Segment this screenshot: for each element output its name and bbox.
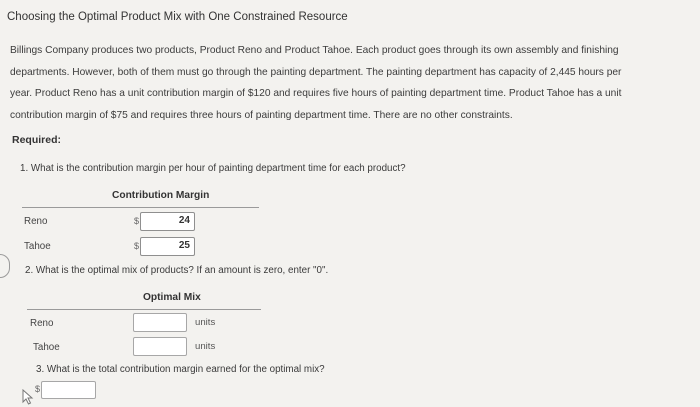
problem-line: year. Product Reno has a unit contribution margin of $120 and requires five hours of painting department time. Product Tahoe has a unit — [10, 88, 622, 99]
question-2: 2. What is the optimal mix of products? If an amount is zero, enter "0". — [25, 265, 329, 276]
contribution-margin-header: Contribution Margin — [112, 190, 210, 201]
tahoe-optimal-units-input[interactable] — [133, 337, 187, 356]
pointer-cursor-icon — [22, 389, 34, 405]
problem-line: contribution margin of $75 and requires three hours of painting department time. There are no other constraints. — [10, 109, 513, 121]
row-label-tahoe: Tahoe — [33, 342, 60, 353]
units-label: units — [195, 317, 216, 328]
problem-description — [10, 40, 692, 126]
tahoe-cm-per-hour-input[interactable]: 25 — [140, 237, 195, 256]
reno-optimal-units-input[interactable] — [133, 313, 187, 332]
question-3: 3. What is the total contribution margin earned for the optimal mix? — [36, 364, 325, 375]
reno-cm-per-hour-input[interactable]: 24 — [140, 212, 195, 231]
question-1: 1. What is the contribution margin per hour of painting department time for each product? — [20, 163, 406, 174]
row-label-reno: Reno — [30, 318, 54, 329]
problem-line: Billings Company produces two products, Product Reno and Product Tahoe. Each product goes through its own assembly and finishing — [10, 45, 619, 56]
currency-symbol: $ — [35, 384, 41, 394]
total-contribution-margin-input[interactable] — [41, 381, 96, 399]
optimal-mix-header: Optimal Mix — [143, 292, 201, 303]
required-heading: Required: — [12, 134, 62, 146]
units-label: units — [195, 341, 216, 352]
row-label-tahoe: Tahoe — [24, 241, 51, 252]
page-title: Choosing the Optimal Product Mix with One Constrained Resource — [7, 11, 348, 23]
collapse-tab-icon[interactable] — [0, 254, 10, 278]
problem-line: departments. However, both of them must go through the painting department. The painting department has capacity of 2,445 hours per — [10, 66, 622, 78]
currency-symbol: $ — [134, 241, 140, 251]
header-divider — [27, 309, 261, 310]
currency-symbol: $ — [134, 216, 140, 226]
row-label-reno: Reno — [24, 216, 48, 227]
header-divider — [22, 207, 259, 208]
